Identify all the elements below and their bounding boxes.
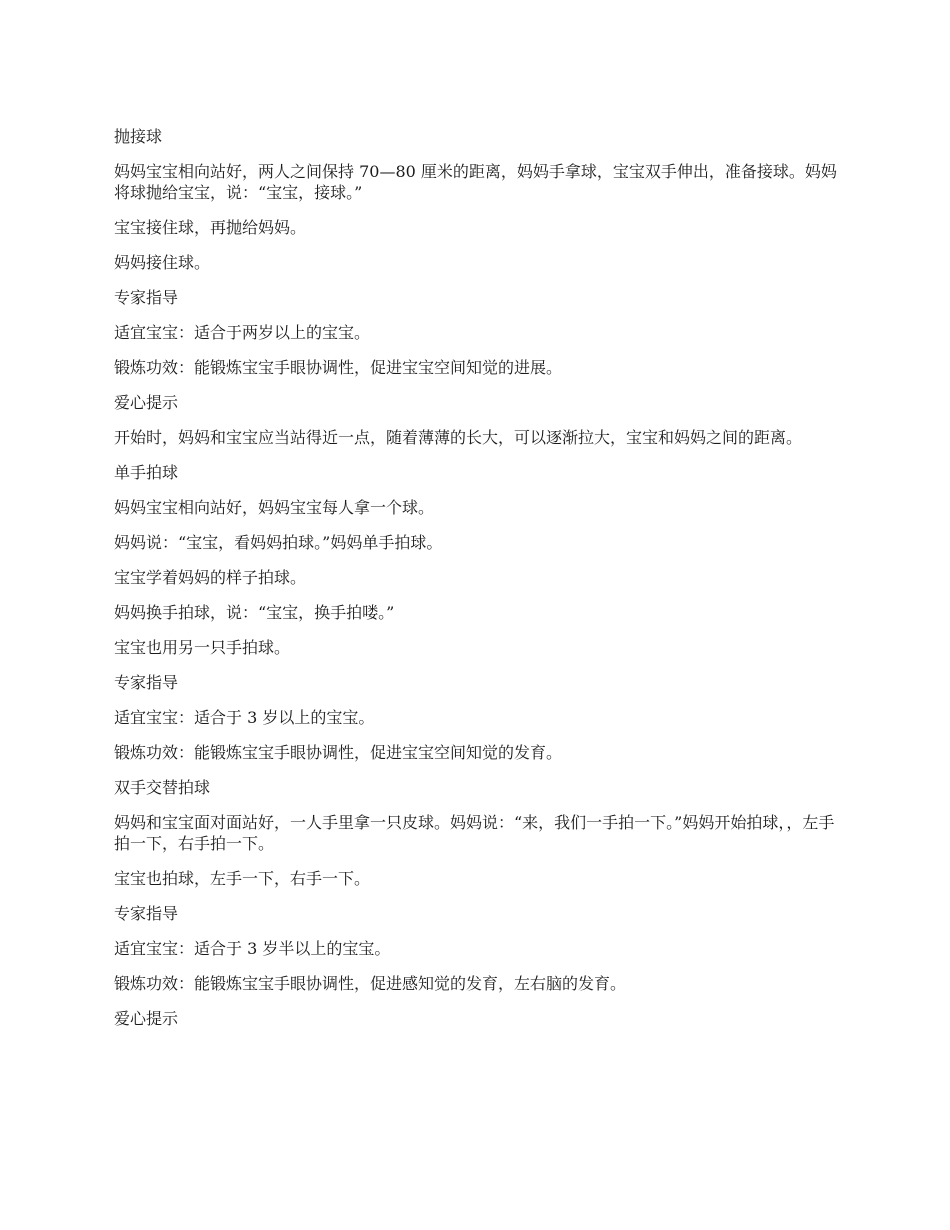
body-paragraph: 妈妈和宝宝面对面站好，一人手里拿一只皮球。妈妈说：“来，我们一手拍一下。”妈妈开始拍球，，左手拍一下，右手拍一下。 [114, 813, 835, 853]
body-paragraph: 宝宝也用另一只手拍球。 [114, 638, 291, 657]
section-heading: 抛接球 [114, 127, 163, 146]
section-heading: 双手交替拍球 [114, 778, 211, 797]
body-paragraph: 宝宝接住球，再抛给妈妈。 [114, 218, 307, 237]
body-paragraph: 适宜宝宝：适合于 3 岁以上的宝宝。 [114, 708, 375, 727]
body-paragraph: 宝宝也拍球，左手一下，右手一下。 [114, 869, 371, 888]
section-heading: 爱心提示 [114, 393, 179, 412]
body-paragraph: 妈妈说：“宝宝，看妈妈拍球。”妈妈单手拍球。 [114, 533, 443, 552]
body-paragraph: 锻炼功效：能锻炼宝宝手眼协调性，促进宝宝空间知觉的发育。 [114, 743, 563, 762]
body-paragraph: 适宜宝宝：适合于 3 岁半以上的宝宝。 [114, 939, 391, 958]
body-paragraph: 锻炼功效：能锻炼宝宝手眼协调性，促进宝宝空间知觉的进展。 [114, 358, 563, 377]
section-heading: 专家指导 [114, 288, 179, 307]
section-heading: 专家指导 [114, 673, 179, 692]
document-page [114, 126, 844, 1043]
body-paragraph: 妈妈换手拍球，说：“宝宝，换手拍喽。” [114, 603, 395, 622]
section-heading: 爱心提示 [114, 1009, 179, 1028]
body-paragraph: 宝宝学着妈妈的样子拍球。 [114, 568, 307, 587]
body-paragraph: 妈妈宝宝相向站好，两人之间保持 70—80 厘米的距离，妈妈手拿球，宝宝双手伸出，准备接球。妈妈将球抛给宝宝，说：“宝宝，接球。” [114, 162, 837, 202]
section-heading: 单手拍球 [114, 463, 179, 482]
body-paragraph: 适宜宝宝：适合于两岁以上的宝宝。 [114, 323, 371, 342]
section-heading: 专家指导 [114, 904, 179, 923]
body-paragraph: 开始时，妈妈和宝宝应当站得近一点，随着薄薄的长大，可以逐渐拉大，宝宝和妈妈之间的距离。 [114, 428, 803, 447]
body-paragraph: 妈妈接住球。 [114, 253, 211, 272]
body-paragraph: 锻炼功效：能锻炼宝宝手眼协调性，促进感知觉的发育，左右脑的发育。 [114, 974, 627, 993]
body-paragraph: 妈妈宝宝相向站好，妈妈宝宝每人拿一个球。 [114, 498, 435, 517]
